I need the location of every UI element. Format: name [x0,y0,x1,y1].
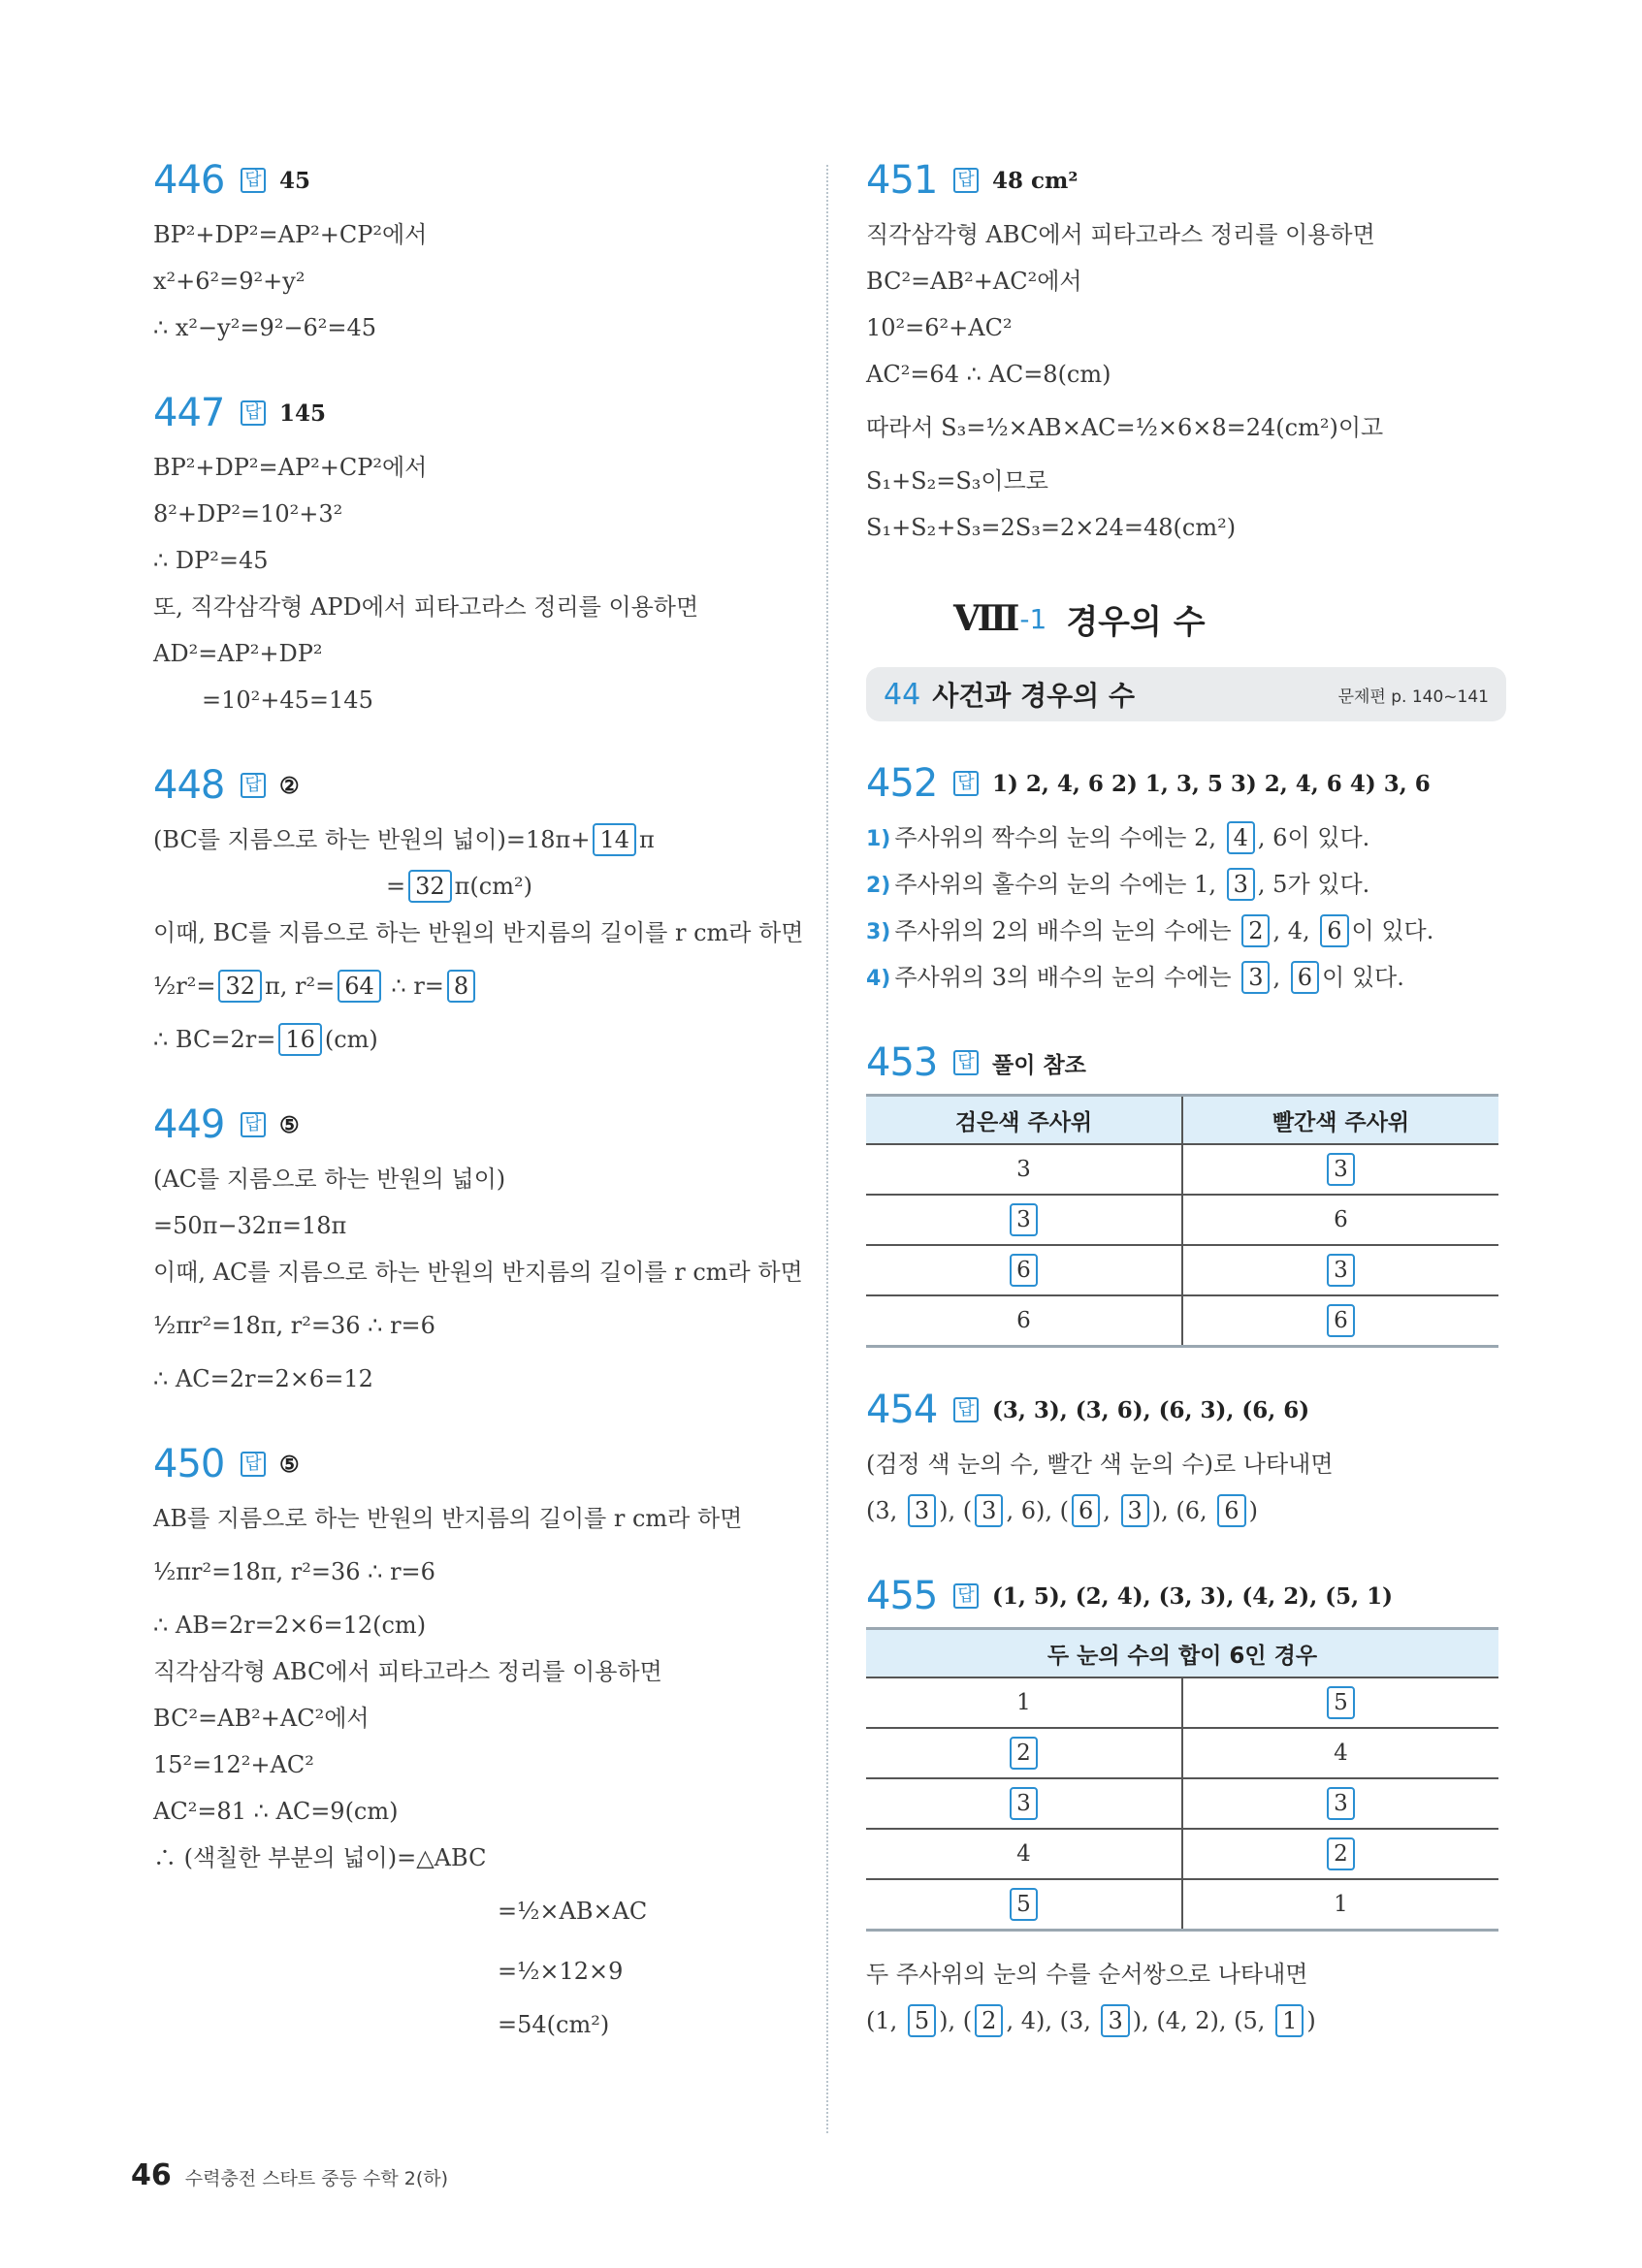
table-cell: 4 [1182,1728,1498,1778]
answer-blank: 3 [1121,1494,1149,1527]
answer-blank: 3 [1327,1153,1355,1186]
answer-blank: 4 [1227,821,1255,854]
answer-blank: 5 [908,2004,936,2037]
problem-number: 452 [866,761,938,806]
answer-blank: 6 [1072,1494,1100,1527]
sum-six-table [866,1627,1498,1932]
answer-blank: 2 [1010,1737,1038,1770]
answer-blank: 32 [218,970,262,1003]
answer-blank: 5 [1010,1888,1038,1921]
solution-line: ½πr²=18π, r²=36 ∴ r=6 [153,1312,435,1339]
problem-header [866,1383,1506,1437]
table-cell: 1 [866,1677,1182,1728]
answer-text: 45 [279,167,311,194]
left-column [153,153,804,2083]
problem-450 [153,1437,793,2048]
solution-line: 8²+DP²=10²+3² [153,500,343,527]
answer-blank: 6 [1217,1494,1245,1527]
table-header-row [866,1096,1498,1145]
section-sub: -1 [1019,602,1047,635]
problem-number: 451 [866,158,938,203]
solution-line: =50π−32π=18π [153,1212,347,1239]
answer-blank: 3 [1010,1787,1038,1820]
solution-line: ∴ (색칠한 부분의 넓이)=△ABC [153,1844,487,1871]
solution-line: (AC를 지름으로 하는 반원의 넓이) [153,1166,506,1193]
problem-455 [866,1569,1506,2044]
answer-blank: 1 [1275,2004,1304,2037]
right-column [866,153,1506,2079]
answer-blank: 3 [1241,961,1270,994]
answer-blank: 2 [975,2004,1003,2037]
solution-line: S₁+S₂=S₃이므로 [866,467,1048,495]
answer-blank: 3 [1227,868,1255,901]
answer-blank: 14 [593,823,636,856]
table-cell [1182,1677,1498,1728]
answer-tag: 답 [953,168,979,193]
table-cell: 4 [866,1829,1182,1879]
answer-blank: 8 [447,970,475,1003]
table-row [866,1728,1498,1778]
problem-header [153,153,793,208]
dice-table [866,1094,1498,1348]
solution-line: 2) 주사위의 홀수의 눈의 수에는 1, 3 , 5가 있다. [866,861,1506,908]
answer-blank: 32 [408,870,452,903]
table-cell [866,1728,1182,1778]
table-cell: 3 [866,1144,1182,1195]
problem-number: 450 [153,1442,225,1486]
table-row [866,1195,1498,1245]
solution-line: ∴ DP²=45 [153,547,269,574]
problem-header [866,756,1506,811]
answer-blank: 2 [1327,1837,1355,1870]
table-cell [1182,1778,1498,1829]
solution-line: = 32 π(cm²) [153,863,793,910]
answer-blank: 6 [1291,961,1319,994]
problem-number: 447 [153,391,225,435]
solution-line: AC²=81 ∴ AC=9(cm) [153,1798,399,1825]
solution-line: x²+6²=9²+y² [153,268,306,295]
answer-blank: 6 [1320,914,1348,947]
answer-tag: 답 [953,771,979,796]
table-header-row [866,1629,1498,1678]
section-roman: Ⅷ [953,598,1020,639]
page-number: 46 [131,2158,172,2192]
solution-line: BP²+DP²=AP²+CP²에서 [153,454,428,481]
answer-tag: 답 [241,400,266,426]
answer-blank: 3 [1327,1787,1355,1820]
answer-text: (1, 5), (2, 4), (3, 3), (4, 2), (5, 1) [992,1582,1393,1610]
solution-line: 따라서 S₃=½×AB×AC=½×6×8=24(cm²)이고 [866,414,1384,441]
answer-text: (3, 3), (3, 6), (6, 3), (6, 6) [992,1396,1310,1423]
table-row [866,1295,1498,1347]
answer-text: 48 cm² [992,167,1079,194]
solution-line: 이때, BC를 지름으로 하는 반원의 반지름의 길이를 r cm라 하면 [153,919,804,946]
solution-line: =½×AB×AC [498,1898,648,1925]
solution-line: =½×12×9 [498,1958,624,1985]
problem-number: 448 [153,763,225,808]
answer-tag: 답 [241,1452,266,1477]
table-cell: 6 [1182,1195,1498,1245]
table-cell [866,1245,1182,1295]
unit-title: 사건과 경우의 수 [932,680,1136,712]
answer-blank: 6 [1327,1304,1355,1337]
answer-text: 풀이 참조 [992,1051,1086,1078]
answer-blank: 16 [278,1023,322,1056]
problem-447 [153,386,793,723]
answer-text: ② [279,772,300,799]
answer-tag: 답 [241,168,266,193]
problem-453 [866,1036,1506,1348]
table-row [866,1144,1498,1195]
answer-tag: 답 [953,1583,979,1609]
problem-452 [866,756,1506,1001]
problem-header [153,1437,793,1491]
answer-blank: 64 [338,970,381,1003]
problem-451 [866,153,1506,551]
table-row [866,1677,1498,1728]
solution-line: ∴ AB=2r=2×6=12(cm) [153,1612,427,1639]
solution-line: ½r²= 32 π, r²= 64 ∴ r= 8 [153,956,793,1016]
section-title [953,590,1506,648]
solution-line: =54(cm²) [498,2011,610,2038]
table-header: 빨간색 주사위 [1182,1096,1498,1145]
sub-label: 1) [866,827,891,851]
problem-446 [153,153,793,351]
unit-number: 44 [884,677,921,712]
solution-line: 직각삼각형 ABC에서 피타고라스 정리를 이용하면 [866,221,1375,248]
problem-448 [153,758,804,1063]
table-cell [1182,1829,1498,1879]
solution-line: BP²+DP²=AP²+CP²에서 [153,221,428,248]
solution-line: AB를 지름으로 하는 반원의 반지름의 길이를 r cm라 하면 [153,1505,743,1532]
problem-header [153,1098,793,1152]
table-header: 두 눈의 수의 합이 6인 경우 [866,1629,1498,1678]
table-cell [1182,1144,1498,1195]
answer-text: 145 [279,399,327,427]
solution-line: 15²=12²+AC² [153,1751,314,1778]
answer-tag: 답 [241,1112,266,1137]
problem-header [866,153,1506,208]
solution-line: ∴ BC=2r= 16 (cm) [153,1016,793,1063]
page-footer [131,2158,448,2192]
problem-header [153,758,793,813]
solution-line: 이때, AC를 지름으로 하는 반원의 반지름의 길이를 r cm라 하면 [153,1259,803,1286]
problem-number: 454 [866,1388,938,1432]
solution-line: (검정 색 눈의 수, 빨간 색 눈의 수)로 나타내면 [866,1451,1334,1478]
column-divider [826,165,828,2133]
solution-line: 직각삼각형 ABC에서 피타고라스 정리를 이용하면 [153,1658,662,1685]
answer-blank: 2 [1241,914,1270,947]
answer-blank: 6 [1010,1254,1038,1287]
table-cell: 6 [866,1295,1182,1347]
section-name: 경우의 수 [1066,602,1206,642]
answer-blank: 3 [908,1494,936,1527]
answer-blank: 5 [1327,1686,1355,1719]
table-row [866,1245,1498,1295]
problem-number: 446 [153,158,225,203]
solution-line: (3, 3 ), ( 3 , 6), ( 6 , 3 ), (6, 6 ) [866,1487,1506,1534]
table-cell: 1 [1182,1879,1498,1931]
table-cell [1182,1295,1498,1347]
table-header: 검은색 주사위 [866,1096,1182,1145]
answer-blank: 3 [975,1494,1003,1527]
solution-line: (1, 5 ), ( 2 , 4), (3, 3 ), (4, 2), (5, 1 ) [866,1997,1506,2044]
solution-line: 또, 직각삼각형 APD에서 피타고라스 정리를 이용하면 [153,593,699,621]
solution-line: ½πr²=18π, r²=36 ∴ r=6 [153,1558,435,1585]
table-row [866,1879,1498,1931]
problem-number: 453 [866,1040,938,1085]
answer-text: 1) 2, 4, 6 2) 1, 3, 5 3) 2, 4, 6 4) 3, 6 [992,770,1431,797]
table-row [866,1829,1498,1879]
solution-line: 4) 주사위의 3의 배수의 눈의 수에는 3 , 6 이 있다. [866,954,1506,1001]
answer-blank: 3 [1010,1203,1038,1236]
solution-line: (BC를 지름으로 하는 반원의 넓이)=18π+ 14 π [153,816,793,863]
solution-line: BC²=AB²+AC²에서 [153,1705,370,1732]
table-row [866,1778,1498,1829]
sub-label: 3) [866,920,891,944]
problem-449 [153,1098,803,1402]
solution-line: 1) 주사위의 짝수의 눈의 수에는 2, 4 , 6이 있다. [866,815,1506,861]
table-cell [866,1778,1182,1829]
problem-number: 455 [866,1574,938,1618]
answer-tag: 답 [241,773,266,798]
solution-line: ∴ AC=2r=2×6=12 [153,1365,373,1392]
problem-header [866,1569,1506,1623]
solution-line: AD²=AP²+DP² [153,640,323,667]
answer-blank: 3 [1327,1254,1355,1287]
solution-line: =10²+45=145 [202,687,373,714]
problem-454 [866,1383,1506,1534]
sub-label: 4) [866,967,891,991]
book-title: 수력충전 스타트 중등 수학 2(하) [184,2168,449,2189]
unit-page-ref: 문제편 p. 140~141 [1337,687,1489,707]
answer-tag: 답 [953,1050,979,1075]
problem-number: 449 [153,1102,225,1147]
solution-line: AC²=64 ∴ AC=8(cm) [866,361,1111,388]
problem-header [153,386,793,440]
solution-line: 3) 주사위의 2의 배수의 눈의 수에는 2 , 4, 6 이 있다. [866,908,1506,954]
answer-tag: 답 [953,1397,979,1422]
solution-line: 두 주사위의 눈의 수를 순서쌍으로 나타내면 [866,1961,1308,1988]
problem-header [866,1036,1506,1090]
answer-text: ⑤ [279,1451,300,1478]
unit-bar [866,667,1506,721]
solution-line: BC²=AB²+AC²에서 [866,268,1082,295]
table-cell [866,1879,1182,1931]
answer-blank: 3 [1101,2004,1129,2037]
solution-line: S₁+S₂+S₃=2S₃=2×24=48(cm²) [866,514,1237,541]
solution-line: ∴ x²−y²=9²−6²=45 [153,314,376,341]
table-cell [866,1195,1182,1245]
answer-text: ⑤ [279,1111,300,1138]
solution-line: 10²=6²+AC² [866,314,1013,341]
table-cell [1182,1245,1498,1295]
sub-label: 2) [866,874,891,898]
